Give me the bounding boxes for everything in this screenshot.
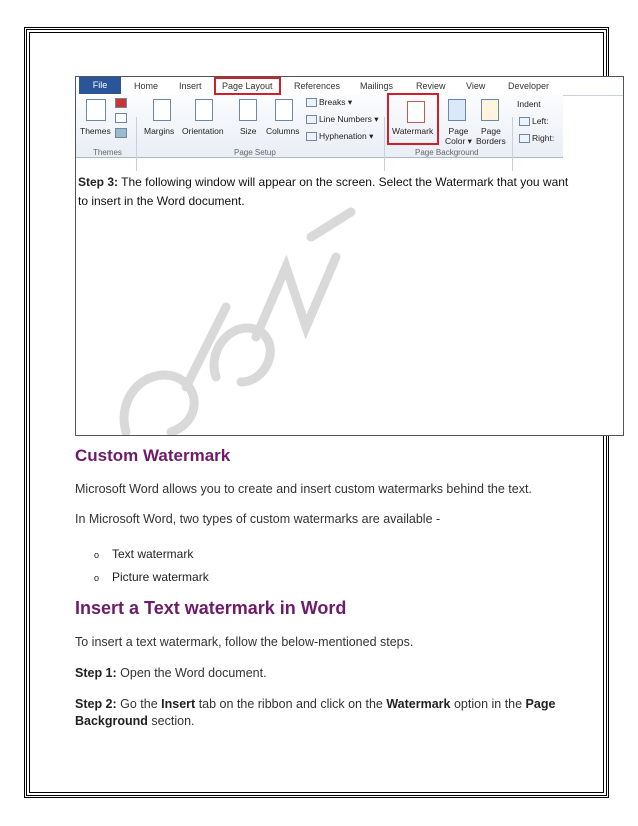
hyphenation-icon bbox=[306, 132, 317, 141]
ribbon-tabs bbox=[76, 77, 623, 96]
step1-text: Step 1: Open the Word document. bbox=[75, 666, 267, 680]
effects-icon[interactable] bbox=[115, 128, 127, 138]
margins-button[interactable]: Margins bbox=[144, 126, 175, 136]
fonts-icon[interactable] bbox=[115, 113, 127, 123]
indent-label: Indent bbox=[517, 99, 541, 109]
breaks-icon bbox=[306, 98, 317, 107]
watermark-outline-icon bbox=[106, 197, 366, 436]
tab-developer[interactable]: Developer bbox=[508, 81, 550, 91]
size-icon bbox=[239, 99, 257, 121]
line-numbers-button[interactable]: Line Numbers ▾ bbox=[306, 114, 379, 125]
themes-button[interactable]: Themes bbox=[80, 126, 111, 136]
paragraph-intro: Microsoft Word allows you to create and insert custom watermarks behind the text. bbox=[75, 482, 532, 496]
themes-icon bbox=[86, 99, 106, 121]
ribbon-panel bbox=[76, 95, 563, 158]
tab-insert[interactable]: Insert bbox=[179, 81, 202, 91]
line-numbers-icon bbox=[306, 115, 317, 124]
group-label-page-background: Page Background bbox=[415, 148, 479, 157]
breaks-button[interactable]: Breaks ▾ bbox=[306, 97, 352, 108]
tab-view[interactable]: View bbox=[466, 81, 486, 91]
colors-icon[interactable] bbox=[115, 98, 127, 108]
tab-mailings[interactable]: Mailings bbox=[360, 81, 394, 91]
size-button[interactable]: Size bbox=[240, 126, 257, 136]
tab-file[interactable]: File bbox=[79, 77, 121, 94]
list-item: o Picture watermark bbox=[94, 570, 209, 584]
heading-custom-watermark: Custom Watermark bbox=[75, 446, 231, 465]
indent-left-field[interactable]: Left: bbox=[519, 116, 549, 126]
tab-page-layout[interactable]: Page Layout bbox=[214, 77, 281, 95]
ribbon-screenshot bbox=[75, 76, 624, 436]
step2-text: Step 2: Go the Insert tab on the ribbon and click on the Watermark option in the Page Background section. bbox=[75, 697, 556, 728]
page-borders-button[interactable]: Page Borders bbox=[476, 126, 506, 146]
page-color-icon bbox=[448, 99, 466, 121]
indent-right-field[interactable]: Right: bbox=[519, 133, 554, 143]
divider bbox=[136, 117, 137, 171]
group-label-themes: Themes bbox=[93, 148, 122, 157]
tab-review[interactable]: Review bbox=[416, 81, 446, 91]
step3-text: Step 3: The following window will appear on the screen. Select the Watermark that you want to insert in the Word document. bbox=[78, 175, 569, 208]
heading-insert-text-watermark: Insert a Text watermark in Word bbox=[75, 598, 347, 618]
tab-references[interactable]: References bbox=[294, 81, 341, 91]
divider bbox=[512, 117, 513, 171]
page-borders-icon bbox=[481, 99, 499, 121]
margins-icon bbox=[153, 99, 171, 121]
tab-home[interactable]: Home bbox=[134, 81, 159, 91]
watermark-highlight-box bbox=[387, 93, 439, 145]
indent-left-icon bbox=[519, 117, 530, 126]
hyphenation-button[interactable]: Hyphenation ▾ bbox=[306, 131, 373, 142]
list-item: o Text watermark bbox=[94, 547, 194, 561]
orientation-button[interactable]: Orientation bbox=[182, 126, 224, 136]
indent-right-icon bbox=[519, 134, 530, 143]
paragraph-steps-intro: To insert a text watermark, follow the below-mentioned steps. bbox=[75, 635, 414, 649]
group-label-page-setup: Page Setup bbox=[234, 148, 276, 157]
columns-button[interactable]: Columns bbox=[266, 126, 300, 136]
paragraph-types: In Microsoft Word, two types of custom watermarks are available - bbox=[75, 512, 441, 526]
faded-watermark-graphic bbox=[106, 197, 366, 436]
divider bbox=[384, 117, 385, 171]
watermark-button[interactable]: Watermark bbox=[392, 126, 434, 136]
orientation-icon bbox=[195, 99, 213, 121]
page-color-button[interactable]: Page Color ▾ bbox=[445, 126, 472, 146]
columns-icon bbox=[275, 99, 293, 121]
